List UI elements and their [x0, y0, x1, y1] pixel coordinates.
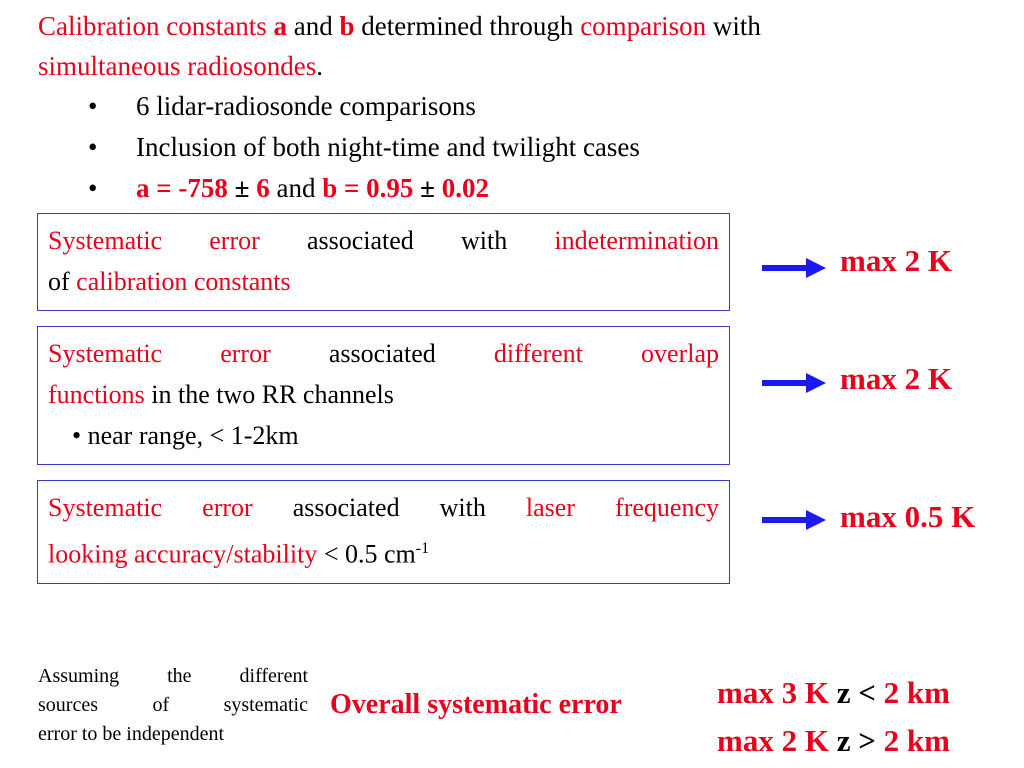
result-laser: max 0.5 K [840, 499, 976, 534]
right-arrow-icon [762, 510, 826, 530]
assume-line: sources of systematic [38, 694, 308, 716]
overall-label: Overall systematic error [330, 689, 622, 720]
intro-comparison: comparison [580, 11, 707, 41]
box-red-text: indetermination [554, 226, 719, 255]
result-value: max 3 K [717, 675, 829, 710]
box-line [48, 333, 719, 374]
box-red-text: Systematic error [48, 493, 253, 522]
result-calibration: max 2 K [840, 243, 952, 278]
result-altitude: 2 km [883, 675, 950, 710]
box-line [48, 261, 719, 302]
intro-paragraph [38, 6, 998, 86]
box-subbullet: • near range, < 1-2km [72, 421, 299, 450]
box-red-text: calibration constants [76, 267, 291, 296]
error-box-calibration [37, 213, 730, 311]
box-red-text: Systematic error [48, 226, 260, 255]
result-condition: z < [828, 675, 884, 710]
bullet-dot: • [88, 91, 98, 121]
overall-result-low [717, 669, 950, 717]
box-text: associated [270, 339, 494, 368]
bullet-item [88, 86, 640, 127]
b-error: 0.02 [441, 173, 489, 203]
box-line [48, 487, 719, 528]
intro-radiosondes: simultaneous radiosondes [38, 51, 317, 81]
assume-line: Assuming the different [38, 665, 308, 687]
error-box-overlap [37, 326, 730, 465]
bullet-dot: • [88, 132, 98, 162]
box-line [48, 220, 719, 261]
overall-results [717, 669, 950, 765]
constant-b: b [339, 11, 355, 41]
box-text: of [48, 267, 77, 296]
intro-period: . [316, 51, 323, 81]
bullet-item [88, 168, 640, 209]
a-value: a = -758 [136, 173, 228, 203]
bullet-text: 6 lidar-radiosonde comparisons [136, 91, 476, 121]
box-text: associated with [259, 226, 555, 255]
box-text: associated with [252, 493, 526, 522]
box-line [48, 374, 719, 415]
pm-symbol: ± [413, 173, 442, 203]
and-text: and [269, 173, 323, 203]
pm-symbol: ± [227, 173, 257, 203]
box-text: < 0.5 cm [317, 539, 416, 569]
b-value: b = 0.95 [322, 173, 414, 203]
bullet-text [136, 168, 489, 209]
box-superscript: -1 [415, 540, 430, 557]
result-value: max 2 K [717, 723, 829, 758]
intro-text-1: Calibration constants [38, 11, 274, 41]
bullet-dot: • [88, 173, 98, 203]
assume-line: error to be independent [38, 723, 225, 745]
box-red-text: laser frequency [525, 493, 719, 522]
right-arrow-icon [762, 373, 826, 393]
result-overlap: max 2 K [840, 361, 952, 396]
intro-text-3: determined through [354, 11, 581, 41]
intro-text-2: and [286, 11, 340, 41]
constant-a: a [273, 11, 287, 41]
box-red-text: different overlap [493, 339, 720, 368]
right-arrow-icon [762, 258, 826, 278]
overall-result-high [717, 717, 950, 765]
error-box-laser [37, 480, 730, 584]
bullet-list [88, 86, 640, 209]
result-condition: z > [828, 723, 884, 758]
box-line [48, 528, 719, 575]
box-red-text: looking accuracy/stability [48, 539, 318, 569]
box-red-text: functions [48, 380, 145, 409]
intro-text-4: with [706, 11, 761, 41]
a-error: 6 [256, 173, 270, 203]
result-altitude: 2 km [883, 723, 950, 758]
bullet-item [88, 127, 640, 168]
box-red-text: Systematic error [48, 339, 271, 368]
box-text: in the two RR channels [144, 380, 394, 409]
bullet-text: Inclusion of both night-time and twilight cases [136, 132, 640, 162]
assumption-note [38, 662, 308, 749]
